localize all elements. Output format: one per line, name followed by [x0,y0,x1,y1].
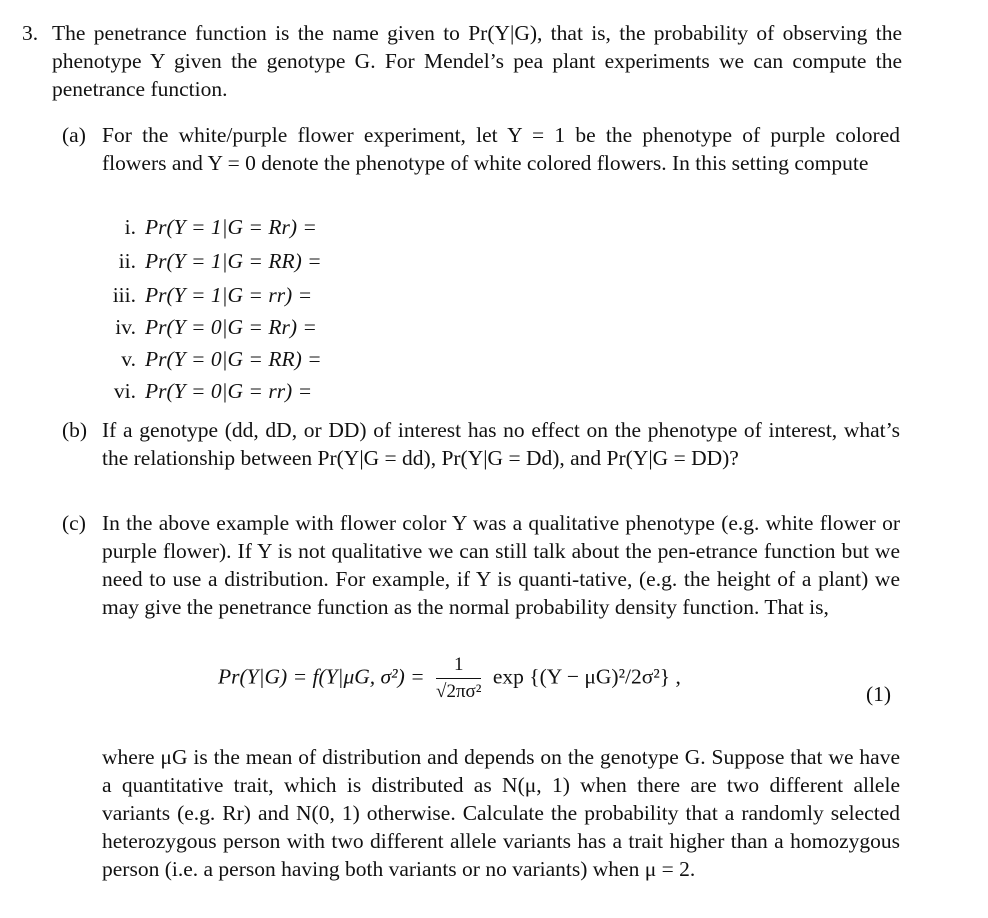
subitem-label: iii. [112,283,136,307]
subitem-expression: Pr(Y = 1|G = rr) = [145,283,313,307]
subitem-label: iv. [115,315,136,339]
equation-rhs: exp {(Y − μG)²/2σ²} , [492,664,681,689]
question-number: 3. [22,21,39,45]
subitem-label: ii. [118,249,136,273]
subitem-expression: Pr(Y = 0|G = Rr) = [145,315,317,339]
subitem-label: i. [124,215,136,239]
equation-fraction [436,652,481,705]
part-c-label: (c) [62,511,86,535]
equation-lhs: Pr(Y|G) = f(Y|μG, σ²) = [218,664,425,689]
subitem-expression: Pr(Y = 0|G = rr) = [145,379,313,403]
subitem-label: vi. [113,379,136,403]
part-a-text: For the white/purple flower experiment, let Y = 1 be the phenotype of purple colored flowers and Y = 0 denote the phenotype of white colored flowers. In this setting compute [102,123,900,175]
part-b-text: If a genotype (dd, dD, or DD) of interest has no effect on the phenotype of interest, what’s the relationship between Pr(Y|G = dd), Pr(Y|G = Dd), and Pr(Y|G = DD)? [102,418,900,470]
part-b-label: (b) [62,418,88,442]
penetrance-equation [218,652,681,705]
subitem-expression: Pr(Y = 1|G = Rr) = [145,215,317,239]
equation-number: (1) [866,682,892,706]
subitem-expression: Pr(Y = 1|G = RR) = [145,249,322,273]
part-c-after-text: where μG is the mean of distribution and depends on the genotype G. Suppose that we have a quantitative trait, which is distributed as N(μ, 1) when there are two different allele variants (e.g. Rr) and N(0, 1) otherwise. Calculate the probability that a randomly selected heterozygous person with two different allele variants has a trait higher than a homozygous person (i.e. a person having both variants or no variants) when μ = 2. [102,745,900,881]
part-a-label: (a) [62,123,86,147]
fraction-denominator: √2πσ² [436,681,482,702]
fraction-numerator: 1 [436,652,481,679]
part-c-text: In the above example with flower color Y was a qualitative phenotype (e.g. white flower or purple flower). If Y is not qualitative we can still talk about the pen-etrance function but we need to use a distribution. For example, if Y is quanti-tative, (e.g. the height of a plant) we may give the penetrance function as the normal probability density function. That is, [102,511,900,619]
subitem-label: v. [121,347,136,371]
question-intro: The penetrance function is the name given to Pr(Y|G), that is, the probability of observing the phenotype Y given the genotype G. For Mendel’s pea plant experiments we can compute the penetrance function. [52,21,902,101]
subitem-expression: Pr(Y = 0|G = RR) = [145,347,322,371]
